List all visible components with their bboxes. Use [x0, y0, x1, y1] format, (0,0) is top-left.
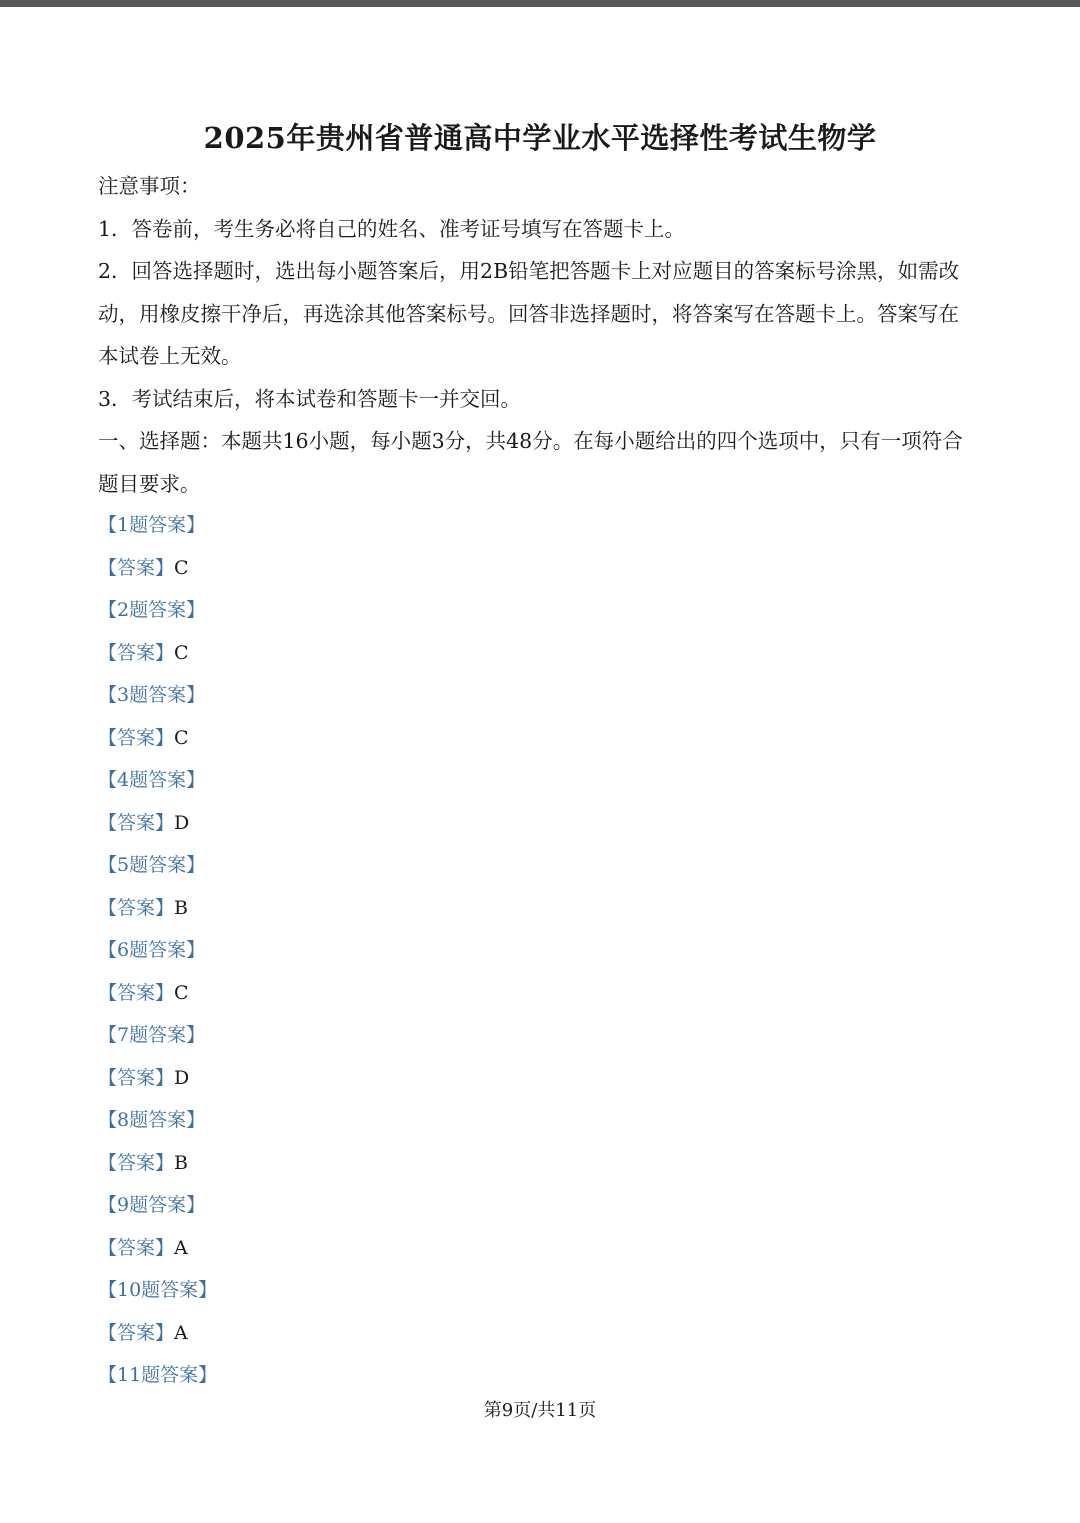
question-heading: 【7题答案】	[98, 1024, 206, 1046]
answer-value: B	[174, 896, 188, 919]
question-heading: 【4题答案】	[98, 769, 206, 791]
exam-notes	[98, 165, 978, 505]
answer-line	[98, 547, 978, 590]
answer-line	[98, 887, 978, 930]
answer-label: 【答案】	[98, 641, 175, 664]
answer-label: 【答案】	[98, 726, 175, 749]
answer-line	[98, 1142, 978, 1185]
answer-label: 【答案】	[98, 1151, 175, 1174]
question-heading: 【3题答案】	[98, 684, 206, 706]
answer-line	[98, 802, 978, 845]
question-heading: 【2题答案】	[98, 599, 206, 621]
page-number: 第9页/共11页	[483, 1400, 597, 1421]
answer-list	[98, 504, 978, 1397]
question-heading: 【9题答案】	[98, 1194, 206, 1216]
answer-label: 【答案】	[98, 1236, 175, 1259]
answer-line	[98, 1227, 978, 1270]
question-heading: 【10题答案】	[98, 1279, 218, 1301]
question-heading: 【5题答案】	[98, 854, 206, 876]
answer-line	[98, 632, 978, 675]
answer-value: C	[174, 981, 189, 1004]
answer-label: 【答案】	[98, 811, 175, 834]
answer-value: A	[174, 1321, 188, 1344]
question-heading: 【11题答案】	[98, 1364, 218, 1386]
section-heading: 一、选择题：本题共16小题，每小题3分，共48分。在每小题给出的四个选项中，只有一项符合题目要求。	[98, 429, 963, 496]
answer-label: 【答案】	[98, 556, 175, 579]
answer-line	[98, 1312, 978, 1355]
answer-line	[98, 1057, 978, 1100]
question-heading: 【1题答案】	[98, 514, 206, 536]
notes-heading: 注意事项：	[98, 174, 201, 198]
answer-value: C	[174, 726, 189, 749]
answer-line	[98, 972, 978, 1015]
answer-value: D	[174, 1066, 190, 1089]
answer-value: A	[174, 1236, 188, 1259]
answer-label: 【答案】	[98, 981, 175, 1004]
answer-line	[98, 717, 978, 760]
answer-value: B	[174, 1151, 188, 1174]
answer-value: D	[174, 811, 190, 834]
answer-label: 【答案】	[98, 1066, 175, 1089]
notes-item-2: 2．回答选择题时，选出每小题答案后，用2B铅笔把答题卡上对应题目的答案标号涂黑，如需改动，用橡皮擦干净后，再选涂其他答案标号。回答非选择题时，将答案写在答题卡上。答案写在本试卷上无效。	[98, 259, 960, 368]
notes-item-1: 1．答卷前，考生务必将自己的姓名、准考证号填写在答题卡上。	[98, 216, 686, 241]
answer-label: 【答案】	[98, 1321, 175, 1344]
question-heading: 【8题答案】	[98, 1109, 206, 1131]
question-heading: 【6题答案】	[98, 939, 206, 961]
answer-label: 【答案】	[98, 896, 175, 919]
top-border	[0, 0, 1080, 7]
page-title: 2025年贵州省普通高中学业水平选择性考试生物学	[203, 121, 877, 155]
notes-item-3: 3．考试结束后，将本试卷和答题卡一并交回。	[98, 386, 522, 411]
answer-value: C	[174, 641, 189, 664]
answer-value: C	[174, 556, 189, 579]
